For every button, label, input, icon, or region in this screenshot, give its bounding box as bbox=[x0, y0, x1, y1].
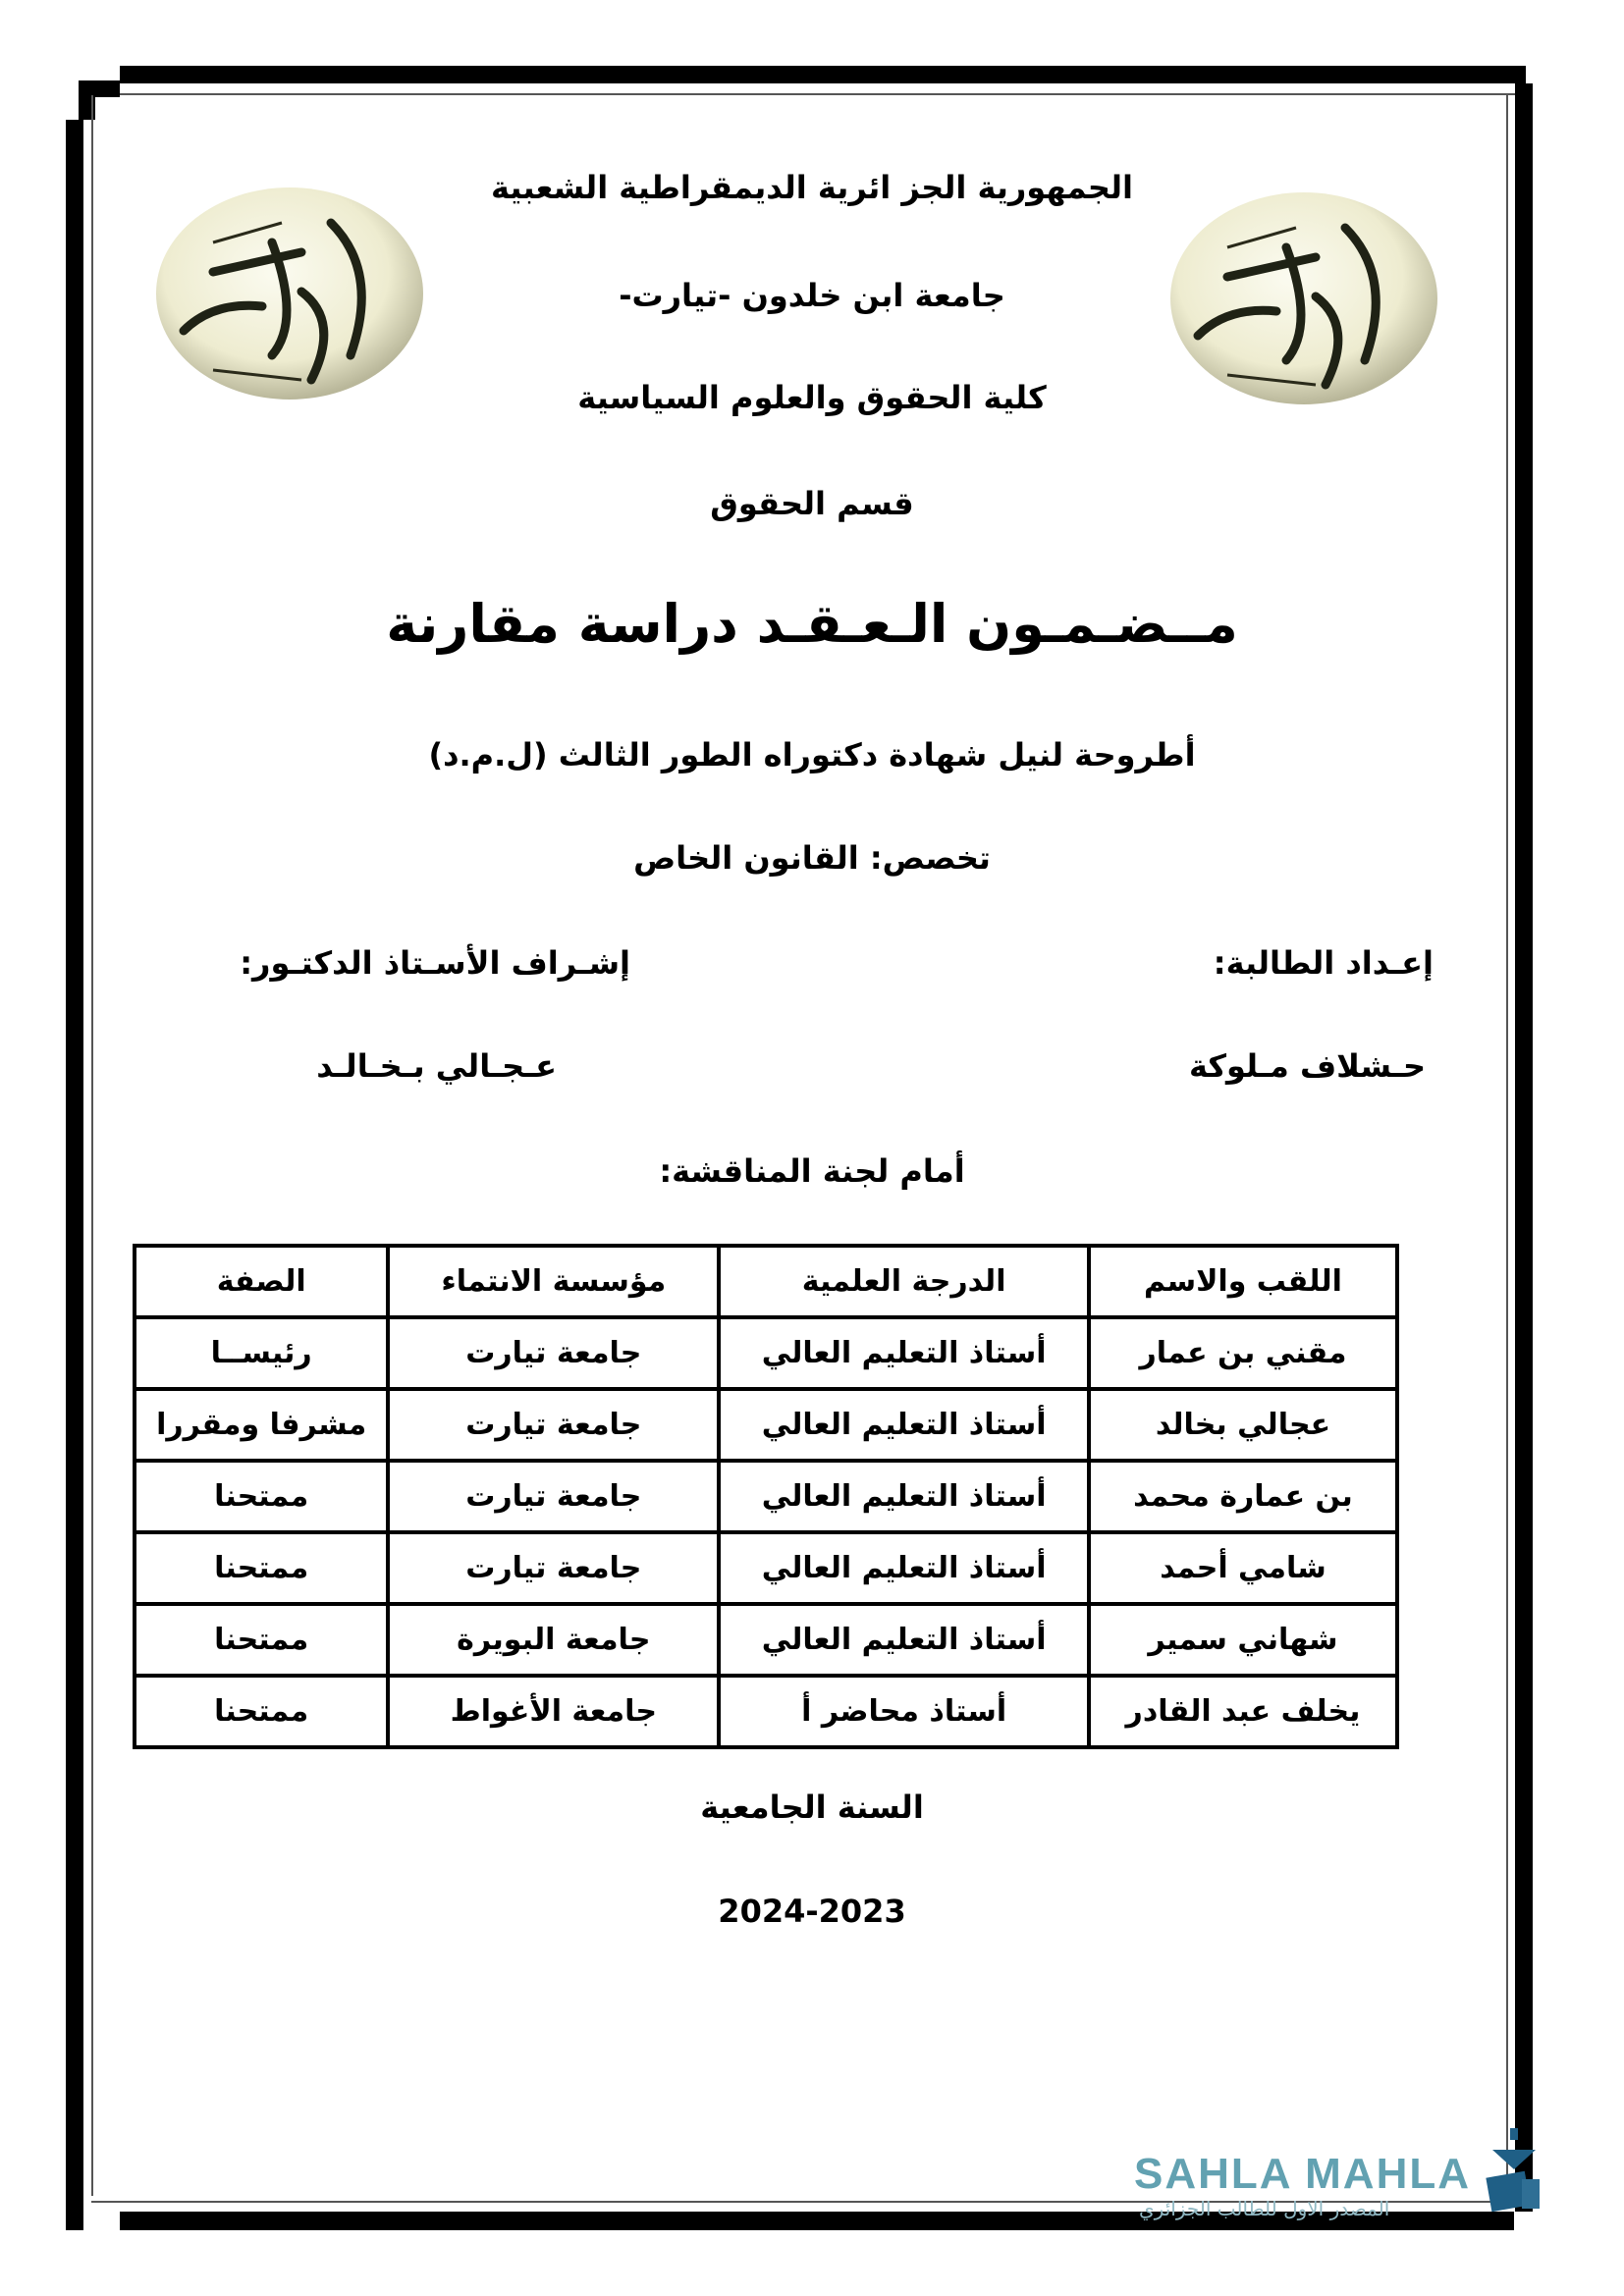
sahla-mahla-tagline: المصدر الاول للطالب الجزائري bbox=[1139, 2197, 1390, 2220]
cell-name: شامي أحمد bbox=[1089, 1532, 1397, 1604]
border-top bbox=[120, 66, 1526, 83]
cell-name: يخلف عبد القادر bbox=[1089, 1676, 1397, 1747]
cell-institution: جامعة تيارت bbox=[388, 1389, 719, 1461]
cell-role: ممتحنا bbox=[135, 1676, 388, 1747]
header-cell: الدرجة العلمية bbox=[719, 1246, 1089, 1317]
cell-institution: جامعة البويرة bbox=[388, 1604, 719, 1676]
cell-rank: أستاذ التعليم العالي bbox=[719, 1389, 1089, 1461]
supervisor-name: عـجـالي بـخـالـد bbox=[316, 1047, 557, 1085]
table-row bbox=[135, 1604, 1397, 1676]
cell-institution: جامعة تيارت bbox=[388, 1317, 719, 1389]
university-name: جامعة ابن خلدون -تيارت- bbox=[619, 277, 1005, 314]
academic-year-label: السنة الجامعية bbox=[700, 1789, 924, 1826]
cell-rank: أستاذ محاضر أ bbox=[719, 1676, 1089, 1747]
cell-role: ممتحنا bbox=[135, 1604, 388, 1676]
thesis-title: مــضـمـون الـعـقـد دراسة مقارنة bbox=[386, 593, 1238, 655]
cell-rank: أستاذ التعليم العالي bbox=[719, 1461, 1089, 1532]
cell-rank: أستاذ التعليم العالي bbox=[719, 1317, 1089, 1389]
thesis-subtitle: أطروحة لنيل شهادة دكتوراه الطور الثالث (ل.م.د) bbox=[428, 736, 1196, 774]
table-row bbox=[135, 1317, 1397, 1389]
department-name: قسم الحقوق bbox=[710, 485, 914, 522]
cell-name: بن عمارة محمد bbox=[1089, 1461, 1397, 1532]
table-row bbox=[135, 1461, 1397, 1532]
border-top-inner bbox=[91, 93, 1515, 95]
table-row bbox=[135, 1389, 1397, 1461]
academic-year: 2024-2023 bbox=[718, 1893, 906, 1930]
cell-role: رئيســا bbox=[135, 1317, 388, 1389]
cell-rank: أستاذ التعليم العالي bbox=[719, 1604, 1089, 1676]
table-header-row bbox=[135, 1246, 1397, 1317]
cell-institution: جامعة الأغواط bbox=[388, 1676, 719, 1747]
header-cell: اللقب والاسم bbox=[1089, 1246, 1397, 1317]
student-name: حـشلاف مـلوكة bbox=[1188, 1047, 1426, 1085]
sahla-mahla-logo-icon bbox=[1483, 2120, 1545, 2218]
table-row bbox=[135, 1532, 1397, 1604]
cell-name: مقني بن عمار bbox=[1089, 1317, 1397, 1389]
cell-name: عجالي بخالد bbox=[1089, 1389, 1397, 1461]
sahla-mahla-brand: SAHLA MAHLA bbox=[1134, 2150, 1471, 2198]
student-label: إعـداد الطالبة: bbox=[1213, 944, 1434, 982]
header-cell: الصفة bbox=[135, 1246, 388, 1317]
cell-name: شهاني سمير bbox=[1089, 1604, 1397, 1676]
header-cell: مؤسسة الانتماء bbox=[388, 1246, 719, 1317]
faculty-name: كلية الحقوق والعلوم السياسية bbox=[577, 379, 1047, 416]
cell-role: ممتحنا bbox=[135, 1461, 388, 1532]
committee-label: أمام لجنة المناقشة: bbox=[659, 1152, 965, 1190]
specialty: تخصص: القانون الخاص bbox=[633, 839, 991, 877]
cell-rank: أستاذ التعليم العالي bbox=[719, 1532, 1089, 1604]
supervisor-label: إشـراف الأسـتاذ الدكتـور: bbox=[240, 944, 630, 982]
table-row bbox=[135, 1676, 1397, 1747]
republic-name: الجمهورية الجز ائرية الديمقراطية الشعبية bbox=[491, 169, 1133, 206]
cell-role: مشرفا ومقررا bbox=[135, 1389, 388, 1461]
cell-institution: جامعة تيارت bbox=[388, 1461, 719, 1532]
cell-role: ممتحنا bbox=[135, 1532, 388, 1604]
committee-table bbox=[133, 1244, 1399, 1749]
cell-institution: جامعة تيارت bbox=[388, 1532, 719, 1604]
